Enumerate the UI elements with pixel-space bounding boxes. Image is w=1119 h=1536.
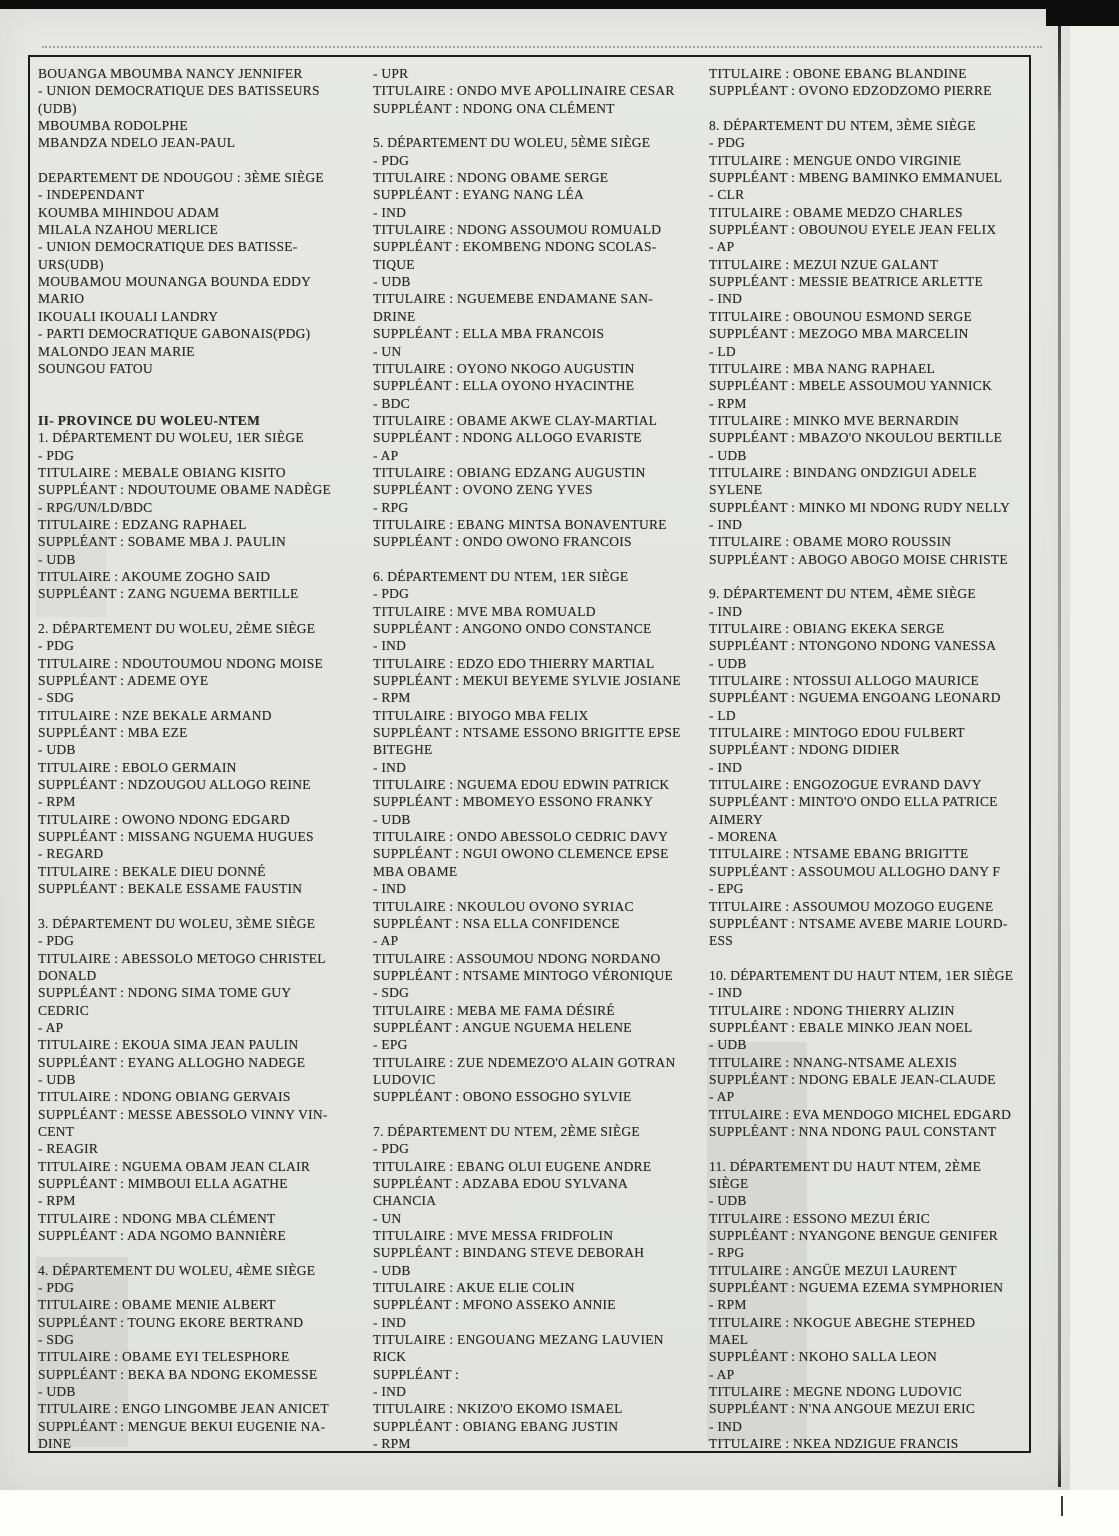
text-line: SYLENE <box>709 482 763 498</box>
text-line: TITULAIRE : OBONE EBANG BLANDINE <box>709 66 967 81</box>
text-line: BITEGHE <box>373 742 433 758</box>
text-line: SUPPLÉANT : MISSANG NGUEMA HUGUES <box>38 829 314 845</box>
text-line: SUPPLÉANT : ASSOUMOU ALLOGHO DANY F <box>709 863 1001 879</box>
text-line: TITULAIRE : OBAME MEDZO CHARLES <box>709 204 963 220</box>
scan-top-right-corner <box>1046 0 1119 26</box>
text-line: SUPPLÉANT : EYANG NANG LÉA <box>373 187 585 203</box>
text-line: SUPPLÉANT : N'NA ANGOUE MEZUI ERIC <box>709 1401 976 1417</box>
text-line: TITULAIRE : NKOULOU OVONO SYRIAC <box>373 898 634 914</box>
text-line: TITULAIRE : NKOGUE ABEGHE STEPHED <box>709 1314 976 1330</box>
text-line: URS(UDB) <box>38 256 104 272</box>
text-line: - UDB <box>373 274 411 290</box>
text-line: TITULAIRE : OBOUNOU ESMOND SERGE <box>709 308 972 324</box>
text-line: - RPM <box>709 1297 747 1313</box>
text-line: - MORENA <box>709 829 778 845</box>
text-line: CHANCIA <box>373 1193 437 1209</box>
text-line: SUPPLÉANT : ADZABA EDOU SYLVANA <box>373 1176 629 1191</box>
text-line: SOUNGOU FATOU <box>38 360 153 376</box>
text-line: MAEL <box>709 1332 749 1348</box>
text-line: SUPPLÉANT : OBOUNOU EYELE JEAN FELIX <box>709 222 997 238</box>
text-line: 1. DÉPARTEMENT DU WOLEU, 1ER SIÈGE <box>38 430 304 446</box>
text-line: TITULAIRE : MEBALE OBIANG KISITO <box>38 464 286 480</box>
text-line <box>38 377 370 394</box>
text-line: TITULAIRE : ASSOUMOU MOZOGO EUGENE <box>709 898 994 914</box>
text-line: MBANDZA NDELO JEAN-PAUL <box>38 135 236 151</box>
text-line: SUPPLÉANT : NGUI OWONO CLEMENCE EPSE <box>373 846 669 862</box>
text-line: TITULAIRE : NNANG-NTSAME ALEXIS <box>709 1054 958 1070</box>
content-border-box <box>28 55 1031 1453</box>
text-line: SUPPLÉANT : NTSAME AVEBE MARIE LOURD- <box>709 915 1008 931</box>
text-line: - PDG <box>373 586 410 602</box>
text-line: TIQUE <box>373 256 415 272</box>
text-line: TITULAIRE : EDZO EDO THIERRY MARTIAL <box>373 655 655 671</box>
text-line: - UNION DEMOCRATIQUE DES BATISSEURS <box>38 83 320 99</box>
text-line: - UDB <box>373 1262 411 1278</box>
column-left <box>38 65 370 1453</box>
text-line: - RPM <box>373 1436 411 1452</box>
text-line <box>709 1140 1031 1157</box>
text-line: SUPPLÉANT : ZANG NGUEMA BERTILLE <box>38 586 299 602</box>
text-line: DEPARTEMENT DE NDOUGOU : 3ÈME SIÈGE <box>38 170 324 186</box>
text-line: - SDG <box>38 690 75 706</box>
text-line: TITULAIRE : BIYOGO MBA FELIX <box>373 707 589 723</box>
text-line: TITULAIRE : NDONG MBA CLÉMENT <box>38 1210 276 1226</box>
text-line: 10. DÉPARTEMENT DU HAUT NTEM, 1ER SIÈGE <box>709 967 1014 983</box>
text-line <box>709 568 1031 585</box>
text-line: 5. DÉPARTEMENT DU WOLEU, 5ÈME SIÈGE <box>373 135 651 151</box>
text-line: ESS <box>709 933 734 949</box>
text-line: TITULAIRE : EBOLO GERMAIN <box>38 759 237 775</box>
text-line: TITULAIRE : EBANG OLUI EUGENE ANDRE <box>373 1158 652 1174</box>
text-line <box>38 898 370 915</box>
text-line: TITULAIRE : NKEA NDZIGUE FRANCIS <box>709 1436 959 1452</box>
text-line: SUPPLÉANT : NDONG EBALE JEAN-CLAUDE <box>709 1071 996 1087</box>
text-line: TITULAIRE : BEKALE DIEU DONNÉ <box>38 863 266 879</box>
text-line: DONALD <box>38 967 97 983</box>
text-line: TITULAIRE : OBAME MENIE ALBERT <box>38 1297 276 1313</box>
text-line: SUPPLÉANT : MBENG BAMINKO EMMANUEL <box>709 170 1003 186</box>
text-line: - PDG <box>373 152 410 168</box>
text-line: SUPPLÉANT : NDOUTOUME OBAME NADÈGE <box>38 482 332 498</box>
text-line <box>709 100 1031 117</box>
text-line: KOUMBA MIHINDOU ADAM <box>38 204 220 220</box>
text-line: TITULAIRE : BINDANG ONDZIGUI ADELE <box>709 464 977 480</box>
text-line: SUPPLÉANT : BEKA BA NDONG EKOMESSE <box>38 1366 318 1382</box>
text-line: TITULAIRE : OBAME MORO ROUSSIN <box>709 534 952 550</box>
text-line: - RPG <box>373 499 409 515</box>
text-line: BOUANGA MBOUMBA NANCY JENNIFER <box>38 66 303 81</box>
text-line: MILALA NZAHOU MERLICE <box>38 222 218 238</box>
text-line: - PDG <box>709 135 746 151</box>
text-line: TITULAIRE : MEZUI NZUE GALANT <box>709 256 939 272</box>
text-line: TITULAIRE : ASSOUMOU NDONG NORDANO <box>373 950 661 966</box>
text-line: TITULAIRE : ESSONO MEZUI ÉRIC <box>709 1210 930 1226</box>
text-line: - PDG <box>373 1141 410 1157</box>
text-line: II- PROVINCE DU WOLEU-NTEM <box>38 412 261 428</box>
text-line: - EPG <box>373 1037 408 1053</box>
text-line: - IND <box>709 759 743 775</box>
perforation-dots <box>42 46 1042 48</box>
text-line: SUPPLÉANT : EBALE MINKO JEAN NOEL <box>709 1019 973 1035</box>
text-line: SUPPLÉANT : NGUEMA ENGOANG LEONARD <box>709 690 1001 706</box>
text-line: TITULAIRE : ONDO ABESSOLO CEDRIC DAVY <box>373 829 669 845</box>
text-line: TITULAIRE : ONDO MVE APOLLINAIRE CESAR <box>373 83 675 99</box>
text-line: - SDG <box>38 1332 75 1348</box>
text-line: AIMERY <box>709 811 764 827</box>
paper-bottom-edge-tick <box>1061 1496 1063 1516</box>
text-line: SUPPLÉANT : MESSE ABESSOLO VINNY VIN- <box>38 1106 328 1122</box>
text-line: TITULAIRE : NDONG ASSOUMOU ROMUALD <box>373 222 662 238</box>
text-line <box>38 1244 370 1261</box>
text-line: TITULAIRE : OBIANG EKEKA SERGE <box>709 621 945 636</box>
text-line: - AP <box>373 447 399 463</box>
text-line: - AP <box>709 1366 735 1382</box>
text-line: SUPPLÉANT : NDZOUGOU ALLOGO REINE <box>38 777 311 793</box>
text-line <box>709 950 1031 967</box>
text-line: TITULAIRE : NDONG OBAME SERGE <box>373 170 609 186</box>
text-line: SUPPLÉANT : NDONG ALLOGO EVARISTE <box>373 430 642 446</box>
text-line: TITULAIRE : NKIZO'O EKOMO ISMAEL <box>373 1401 623 1417</box>
text-line: - UNION DEMOCRATIQUE DES BATISSE- <box>38 239 298 255</box>
text-line: - IND <box>709 516 743 532</box>
text-line: - REGARD <box>38 846 104 862</box>
text-line: - UDB <box>709 1037 747 1053</box>
text-line: - PDG <box>38 447 75 463</box>
text-line: - IND <box>709 603 743 619</box>
text-line: TITULAIRE : NGUEMEBE ENDAMANE SAN- <box>373 291 653 307</box>
text-line: - IND <box>373 759 407 775</box>
text-line: TITULAIRE : OWONO NDONG EDGARD <box>38 811 290 827</box>
text-line: SUPPLÉANT : OBONO ESSOGHO SYLVIE <box>373 1089 632 1105</box>
text-line: 6. DÉPARTEMENT DU NTEM, 1ER SIÈGE <box>373 568 629 584</box>
text-line: - PDG <box>38 933 75 949</box>
text-line: TITULAIRE : ANGÜE MEZUI LAURENT <box>709 1262 957 1278</box>
text-line: - CLR <box>709 187 745 203</box>
text-line: SUPPLÉANT : MINTO'O ONDO ELLA PATRICE <box>709 794 998 810</box>
text-line: - UDB <box>38 1384 76 1400</box>
text-line: - PARTI DEMOCRATIQUE GABONAIS(PDG) <box>38 326 311 342</box>
text-line: - PDG <box>38 638 75 654</box>
text-line: SUPPLÉANT : MBOMEYO ESSONO FRANKY <box>373 794 654 810</box>
text-line: - SDG <box>373 985 410 1001</box>
text-line: SUPPLÉANT : NTSAME MINTOGO VÉRONIQUE <box>373 967 674 983</box>
text-line: TITULAIRE : NDONG OBIANG GERVAIS <box>38 1089 291 1105</box>
text-line: SUPPLÉANT : MEKUI BEYEME SYLVIE JOSIANE <box>373 673 681 689</box>
text-line: MBA OBAME <box>373 863 458 879</box>
text-line: TITULAIRE : EBANG MINTSA BONAVENTURE <box>373 516 667 532</box>
text-line: SUPPLÉANT : NGUEMA EZEMA SYMPHORIEN <box>709 1280 1004 1296</box>
text-line: - AP <box>373 933 399 949</box>
text-line: TITULAIRE : NGUEMA EDOU EDWIN PATRICK <box>373 777 670 793</box>
text-line: SUPPLÉANT : ANGUE NGUEMA HELENE <box>373 1019 632 1035</box>
column-middle <box>373 65 703 1453</box>
text-line: TITULAIRE : OBAME EYI TELESPHORE <box>38 1349 290 1365</box>
text-line: SUPPLÉANT : TOUNG EKORE BERTRAND <box>38 1314 304 1330</box>
text-line: - LD <box>709 343 736 359</box>
text-line: SUPPLÉANT : ELLA MBA FRANCOIS <box>373 326 605 342</box>
text-line: - EPG <box>709 881 744 897</box>
text-line: MOUBAMOU MOUNANGA BOUNDA EDDY <box>38 274 312 290</box>
text-line: TITULAIRE : MEGNE NDONG LUDOVIC <box>709 1384 962 1400</box>
text-line: SUPPLÉANT : ANGONO ONDO CONSTANCE <box>373 621 652 636</box>
text-line: TITULAIRE : NDOUTOUMOU NDONG MOISE <box>38 655 323 671</box>
text-line: TITULAIRE : ABESSOLO METOGO CHRISTEL <box>38 950 326 966</box>
text-line: LUDOVIC <box>373 1071 436 1087</box>
text-line: - RPM <box>373 690 411 706</box>
text-line: SUPPLÉANT : OBIANG EBANG JUSTIN <box>373 1418 619 1434</box>
text-line: SUPPLÉANT : MBELE ASSOUMOU YANNICK <box>709 378 993 394</box>
text-line: TITULAIRE : NTOSSUI ALLOGO MAURICE <box>709 673 979 689</box>
text-line <box>373 117 703 134</box>
text-line: TITULAIRE : ENGOUANG MEZANG LAUVIEN <box>373 1332 664 1348</box>
text-line: TITULAIRE : MEBA ME FAMA DÉSIRÉ <box>373 1002 615 1018</box>
text-line: TITULAIRE : MINTOGO EDOU FULBERT <box>709 725 965 741</box>
text-line: SUPPLÉANT : BEKALE ESSAME FAUSTIN <box>38 881 303 897</box>
text-line: - IND <box>709 291 743 307</box>
text-line: - PDG <box>38 1280 75 1296</box>
text-line: 4. DÉPARTEMENT DU WOLEU, 4ÈME SIÈGE <box>38 1262 316 1278</box>
text-line: TITULAIRE : OBAME AKWE CLAY-MARTIAL <box>373 412 658 428</box>
text-line: SUPPLÉANT : MENGUE BEKUI EUGENIE NA- <box>38 1418 326 1434</box>
text-line: SUPPLÉANT : MESSIE BEATRICE ARLETTE <box>709 274 984 290</box>
text-line: - UDB <box>38 742 76 758</box>
text-line: TITULAIRE : EVA MENDOGO MICHEL EDGARD <box>709 1106 1012 1122</box>
text-line: DRINE <box>373 308 416 324</box>
text-line: - RPM <box>38 1193 76 1209</box>
text-line: SUPPLÉANT : BINDANG STEVE DEBORAH <box>373 1245 645 1261</box>
text-line: SUPPLÉANT : NTSAME ESSONO BRIGITTE EPSE <box>373 725 681 741</box>
text-line: - IND <box>373 638 407 654</box>
text-line: SUPPLÉANT : MFONO ASSEKO ANNIE <box>373 1297 616 1313</box>
text-line: TITULAIRE : ENGO LINGOMBE JEAN ANICET <box>38 1401 329 1417</box>
text-line: CEDRIC <box>38 1002 90 1018</box>
text-line: SUPPLÉANT : ADEME OYE <box>38 673 209 689</box>
text-line: TITULAIRE : AKOUME ZOGHO SAID <box>38 568 271 584</box>
text-line: SUPPLÉANT : NDONG SIMA TOME GUY <box>38 985 292 1001</box>
text-line: - AP <box>38 1019 64 1035</box>
text-line: (UDB) <box>38 100 77 116</box>
text-line: - IND <box>709 985 743 1001</box>
text-line: TITULAIRE : MINKO MVE BERNARDIN <box>709 412 959 428</box>
text-line: TITULAIRE : ZUE NDEMEZO'O ALAIN GOTRAN <box>373 1054 676 1070</box>
text-line: 3. DÉPARTEMENT DU WOLEU, 3ÈME SIÈGE <box>38 915 316 931</box>
text-line: SUPPLÉANT : ELLA OYONO HYACINTHE <box>373 378 635 394</box>
text-line: SUPPLÉANT : NNA NDONG PAUL CONSTANT <box>709 1123 997 1139</box>
text-line: SUPPLÉANT : SOBAME MBA J. PAULIN <box>38 534 287 550</box>
text-line: TITULAIRE : MVE MBA ROMUALD <box>373 603 596 619</box>
text-line: TITULAIRE : AKUE ELIE COLIN <box>373 1280 575 1296</box>
text-line: - UDB <box>38 1071 76 1087</box>
text-line: - REAGIR <box>38 1141 99 1157</box>
text-line: SIÈGE <box>709 1176 749 1191</box>
text-line: - UDB <box>373 811 411 827</box>
text-line: - IND <box>373 1314 407 1330</box>
text-line: SUPPLÉANT : EKOMBENG NDONG SCOLAS- <box>373 239 657 255</box>
text-line: - IND <box>373 1384 407 1400</box>
column-right <box>709 65 1031 1453</box>
scan-top-edge <box>0 0 1119 9</box>
text-line: - UDB <box>709 655 747 671</box>
text-line: - RPM <box>38 794 76 810</box>
text-line: - AP <box>709 1089 735 1105</box>
text-line: - RPM <box>709 395 747 411</box>
text-line: MALONDO JEAN MARIE <box>38 343 195 359</box>
text-line: - IND <box>373 204 407 220</box>
text-line: SUPPLÉANT : NTONGONO NDONG VANESSA <box>709 638 997 654</box>
text-line: - LD <box>709 707 736 723</box>
text-line: TITULAIRE : MBA NANG RAPHAEL <box>709 360 935 376</box>
text-line: SUPPLÉANT : NYANGONE BENGUE GENIFER <box>709 1228 999 1244</box>
text-line: SUPPLÉANT : ADA NGOMO BANNIÈRE <box>38 1228 287 1244</box>
text-line: MARIO <box>38 291 85 307</box>
text-line: - UN <box>373 1210 402 1226</box>
text-line <box>373 1106 703 1123</box>
text-line: - BDC <box>373 395 410 411</box>
text-line: SUPPLÉANT : MBA EZE <box>38 725 188 741</box>
text-line: - IND <box>373 881 407 897</box>
text-line: SUPPLÉANT : OVONO ZENG YVES <box>373 482 593 498</box>
text-line <box>38 395 370 412</box>
text-line: IKOUALI IKOUALI LANDRY <box>38 308 219 324</box>
text-line: - UPR <box>373 66 409 81</box>
text-line <box>38 603 370 620</box>
text-line: TITULAIRE : NZE BEKALE ARMAND <box>38 707 272 723</box>
text-line: TITULAIRE : NGUEMA OBAM JEAN CLAIR <box>38 1158 311 1174</box>
text-line: 8. DÉPARTEMENT DU NTEM, 3ÈME SIÈGE <box>709 118 976 134</box>
text-line: 11. DÉPARTEMENT DU HAUT NTEM, 2ÈME <box>709 1158 982 1174</box>
text-line: SUPPLÉANT : ONDO OWONO FRANCOIS <box>373 534 632 550</box>
text-line: SUPPLÉANT : NDONG DIDIER <box>709 742 900 758</box>
text-line: TITULAIRE : EDZANG RAPHAEL <box>38 516 247 532</box>
text-line: - IND <box>709 1418 743 1434</box>
text-line <box>38 152 370 169</box>
text-line: SUPPLÉANT : NDONG ONA CLÉMENT <box>373 100 615 116</box>
text-line: TITULAIRE : NDONG THIERRY ALIZIN <box>709 1002 955 1018</box>
text-line: 9. DÉPARTEMENT DU NTEM, 4ÈME SIÈGE <box>709 586 976 602</box>
text-line: SUPPLÉANT : MIMBOUI ELLA AGATHE <box>38 1176 288 1191</box>
text-line: - UDB <box>709 447 747 463</box>
text-line: - UDB <box>709 1193 747 1209</box>
text-line <box>373 551 703 568</box>
text-line: TITULAIRE : EKOUA SIMA JEAN PAULIN <box>38 1037 299 1053</box>
text-line: SUPPLÉANT : EYANG ALLOGHO NADEGE <box>38 1054 306 1070</box>
text-line: - INDEPENDANT <box>38 187 145 203</box>
text-line: - UDB <box>38 551 76 567</box>
text-line: SUPPLÉANT : <box>373 1366 460 1382</box>
text-line: TITULAIRE : MENGUE ONDO VIRGINIE <box>709 152 962 168</box>
text-line: TITULAIRE : ENGOZOGUE EVRAND DAVY <box>709 777 982 793</box>
text-line: SUPPLÉANT : NSA ELLA CONFIDENCE <box>373 915 620 931</box>
text-line: MBOUMBA RODOLPHE <box>38 118 188 134</box>
text-line: - RPG <box>709 1245 745 1261</box>
text-line: RICK <box>373 1349 407 1365</box>
text-line: - AP <box>709 239 735 255</box>
text-line: CENT <box>38 1123 75 1139</box>
text-line: SUPPLÉANT : OVONO EDZODZOMO PIERRE <box>709 83 992 99</box>
text-line: 7. DÉPARTEMENT DU NTEM, 2ÈME SIÈGE <box>373 1123 640 1139</box>
text-line: SUPPLÉANT : MEZOGO MBA MARCELIN <box>709 326 969 342</box>
text-line: TITULAIRE : OBIANG EDZANG AUGUSTIN <box>373 464 646 480</box>
text-line: SUPPLÉANT : NKOHO SALLA LEON <box>709 1349 938 1365</box>
text-line: - RPG/UN/LD/BDC <box>38 499 153 515</box>
text-line: DINE <box>38 1436 72 1452</box>
text-line: TITULAIRE : MVE MESSA FRIDFOLIN <box>373 1228 614 1244</box>
text-line: SUPPLÉANT : MBAZO'O NKOULOU BERTILLE <box>709 430 1003 446</box>
text-line: TITULAIRE : NTSAME EBANG BRIGITTE <box>709 846 969 862</box>
scanned-paper <box>0 8 1070 1490</box>
page-right-margin <box>1070 8 1119 1490</box>
text-line: SUPPLÉANT : ABOGO ABOGO MOISE CHRISTE <box>709 551 1008 567</box>
text-line: TITULAIRE : OYONO NKOGO AUGUSTIN <box>373 360 635 376</box>
text-line: SUPPLÉANT : MINKO MI NDONG RUDY NELLY <box>709 499 1011 515</box>
text-line: - UN <box>373 343 402 359</box>
text-line: 2. DÉPARTEMENT DU WOLEU, 2ÈME SIÈGE <box>38 621 316 636</box>
paper-right-edge <box>1058 9 1061 1487</box>
